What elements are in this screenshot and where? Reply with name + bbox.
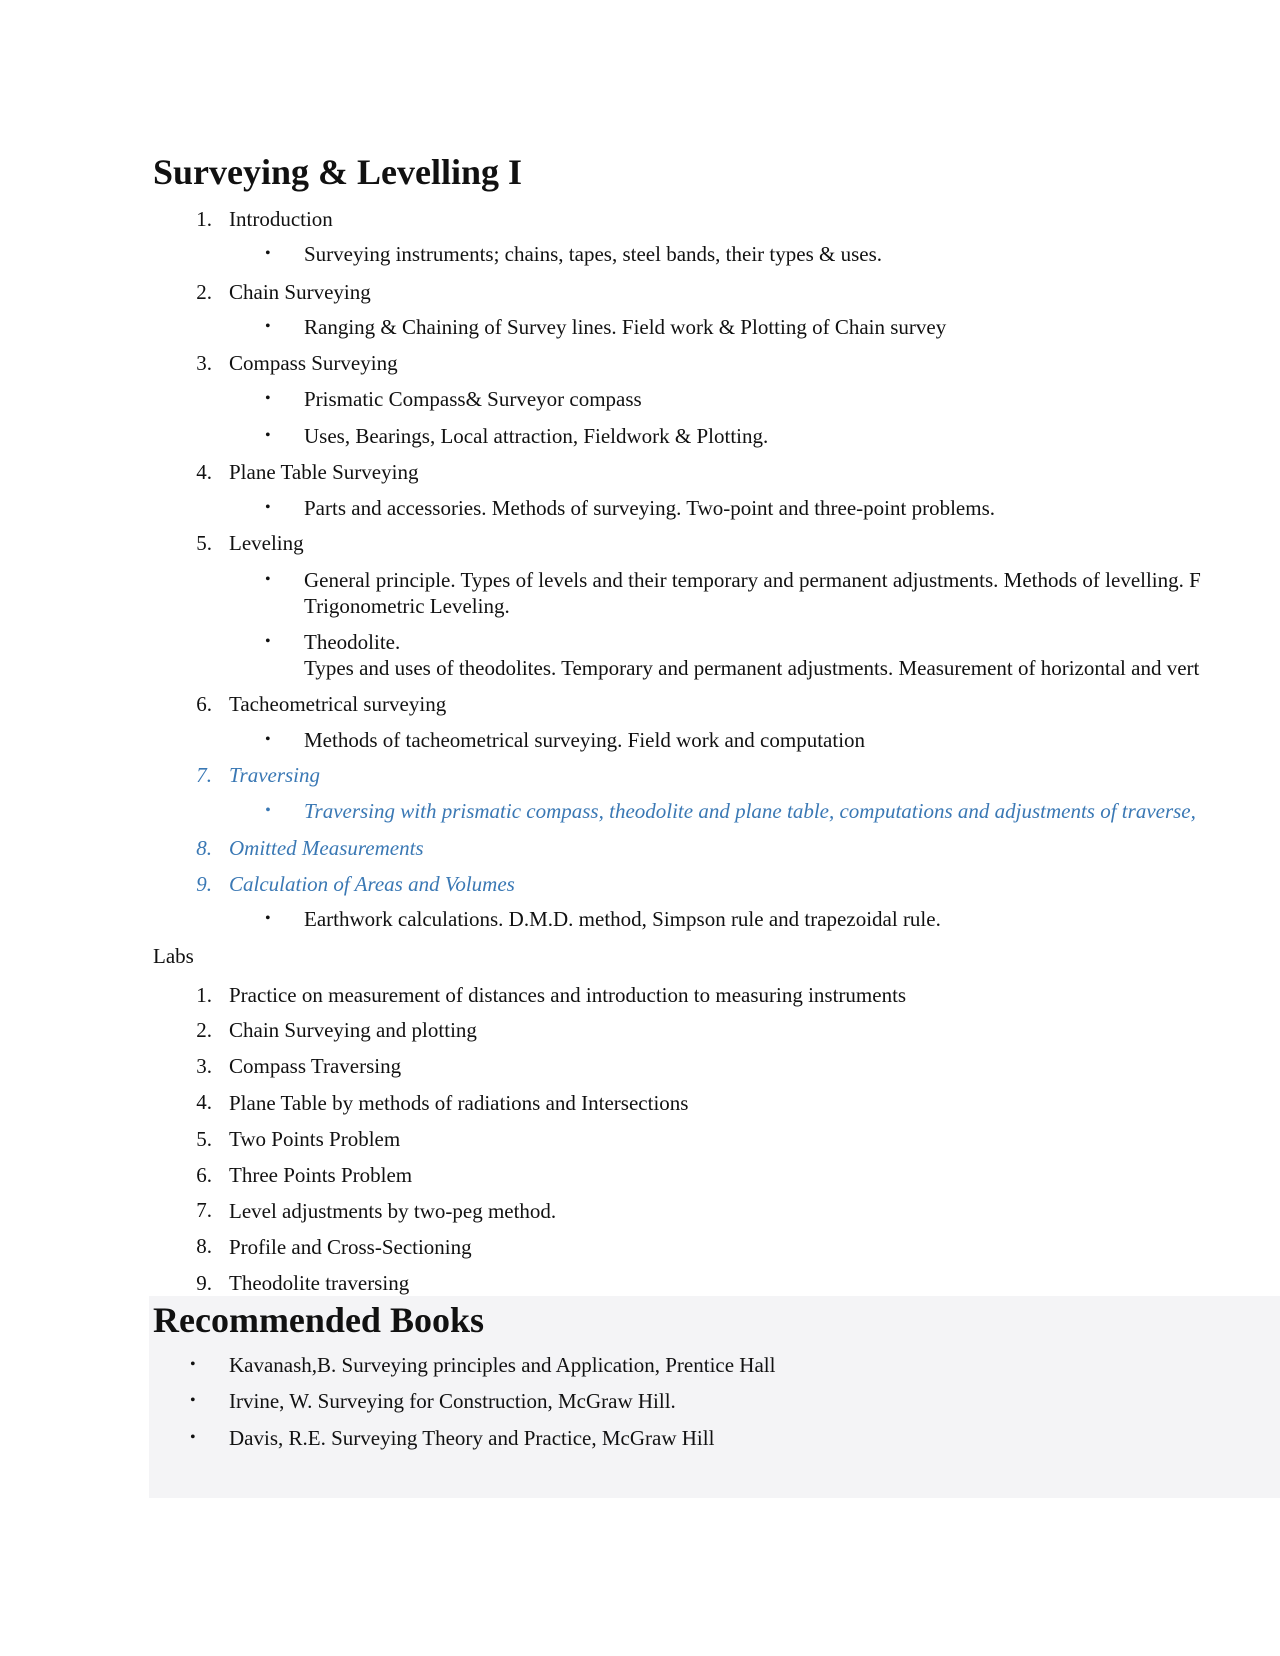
bullet: • [265,633,271,650]
item-number: 5. [196,531,212,555]
lab-item: Theodolite traversing [229,1271,410,1295]
sub-item-text: Surveying instruments; chains, tapes, steel bands, their types & uses. [304,242,882,266]
item-number: 3. [196,351,212,375]
bullet: • [265,245,271,262]
sub-item-text: Prismatic Compass& Surveyor compass [304,387,642,411]
item-label: Plane Table Surveying [229,460,419,484]
book-item: Davis, R.E. Surveying Theory and Practice, McGraw Hill [229,1426,715,1450]
item-number: 6. [196,692,212,716]
lab-item: Level adjustments by two-peg method. [229,1199,557,1223]
lab-number: 1. [196,983,212,1007]
bullet: • [190,1356,196,1373]
lab-number: 5. [196,1127,212,1151]
item-label: Leveling [229,531,304,555]
item-number: 1. [196,207,212,231]
page-title: Surveying & Levelling I [153,152,523,192]
labs-heading: Labs [153,944,194,968]
books-heading: Recommended Books [153,1300,484,1340]
lab-number: 6. [196,1163,212,1187]
book-item: Irvine, W. Surveying for Construction, McGraw Hill. [229,1389,676,1413]
item-number: 7. [196,763,212,787]
bullet: • [190,1429,196,1446]
sub-item-text: Trigonometric Leveling. [304,594,510,618]
item-number: 4. [196,460,212,484]
bullet: • [190,1392,196,1409]
item-number: 2. [196,280,212,304]
lab-number: 3. [196,1054,212,1078]
lab-item: Compass Traversing [229,1054,402,1078]
bullet: • [265,802,271,819]
lab-item: Two Points Problem [229,1127,401,1151]
item-label: Introduction [229,207,333,231]
bullet: • [265,499,271,516]
sub-item-text: General principle. Types of levels and their temporary and permanent adjustments. Methods of levelling. F [304,568,1201,592]
lab-number: 8. [196,1234,212,1258]
lab-number: 2. [196,1018,212,1042]
lab-item: Three Points Problem [229,1163,413,1187]
bullet: • [265,318,271,335]
item-number: 8. [196,836,212,860]
sub-item-text: Earthwork calculations. D.M.D. method, Simpson rule and trapezoidal rule. [304,907,941,931]
sub-item-text: Uses, Bearings, Local attraction, Fieldwork & Plotting. [304,424,769,448]
lab-number: 7. [196,1198,212,1222]
bullet: • [265,390,271,407]
sub-item-text: Methods of tacheometrical surveying. Field work and computation [304,728,866,752]
bullet: • [265,910,271,927]
sub-item-text: Ranging & Chaining of Survey lines. Field work & Plotting of Chain survey [304,315,947,339]
sub-item-text: Parts and accessories. Methods of surveying. Two-point and three-point problems. [304,496,996,520]
lab-item: Plane Table by methods of radiations and Intersections [229,1091,689,1115]
bullet: • [265,427,271,444]
item-label: Compass Surveying [229,351,398,375]
book-item: Kavanash,B. Surveying principles and Application, Prentice Hall [229,1353,776,1377]
bullet: • [265,731,271,748]
item-label: Omitted Measurements [229,836,424,860]
item-label: Chain Surveying [229,280,371,304]
lab-number: 4. [196,1090,212,1114]
sub-item-text: Types and uses of theodolites. Temporary and permanent adjustments. Measurement of horizontal and vert [304,656,1200,680]
sub-item-text: Theodolite. [304,630,401,654]
sub-item-text: Traversing with prismatic compass, theodolite and plane table, computations and adjustments of traverse, [304,799,1196,823]
lab-item: Practice on measurement of distances and introduction to measuring instruments [229,983,907,1007]
bullet: • [265,571,271,588]
item-label: Calculation of Areas and Volumes [229,872,515,896]
lab-number: 9. [196,1271,212,1295]
lab-item: Chain Surveying and plotting [229,1018,477,1042]
item-label: Tacheometrical surveying [229,692,447,716]
item-label: Traversing [229,763,321,787]
lab-item: Profile and Cross-Sectioning [229,1235,472,1259]
item-number: 9. [196,872,212,896]
